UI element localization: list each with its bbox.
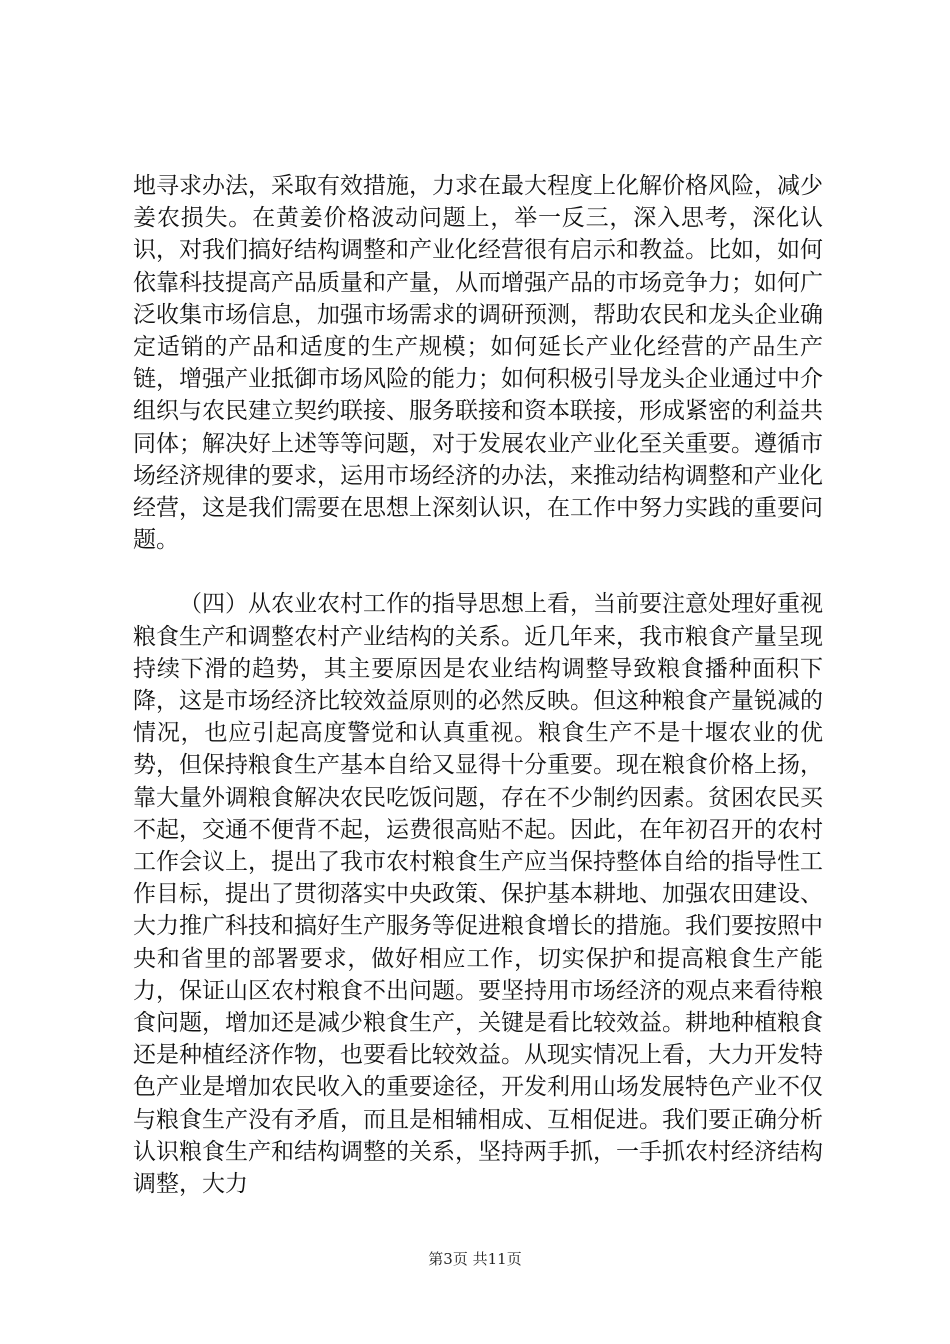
document-body	[133, 170, 823, 1200]
paragraph-1: 地寻求办法，采取有效措施，力求在最大程度上化解价格风险，减少姜农损失。在黄姜价格波动问题上，举一反三，深入思考，深化认识，对我们搞好结构调整和产业化经营很有启示和教益。比如，如何依靠科技提高产品质量和产量，从而增强产品的市场竞争力；如何广泛收集市场信息，加强市场需求的调研预测，帮助农民和龙头企业确定适销的产品和适度的生产规模；如何延长产业化经营的产品生产链，增强产业抵御市场风险的能力；如何积极引导龙头企业通过中介组织与农民建立契约联接、服务联接和资本联接，形成紧密的利益共同体；解决好上述等等问题，对于发展农业产业化至关重要。遵循市场经济规律的要求，运用市场经济的办法，来推动结构调整和产业化经营，这是我们需要在思想上深刻认识，在工作中努力实践的重要问题。	[133, 173, 823, 554]
page-footer: 第3页 共11页	[428, 1250, 522, 1268]
paragraph-2: （四）从农业农村工作的指导思想上看，当前要注意处理好重视粮食生产和调整农村产业结构的关系。近几年来，我市粮食产量呈现持续下滑的趋势，其主要原因是农业结构调整导致粮食播种面积下降，这是市场经济比较效益原则的必然反映。但这种粮食产量锐减的情况，也应引起高度警觉和认真重视。粮食生产不是十堰农业的优势，但保持粮食生产基本自给又显得十分重要。现在粮食价格上扬，靠大量外调粮食解决农民吃饭问题，存在不少制约因素。贫困农民买不起，交通不便背不起，运费很高贴不起。因此，在年初召开的农村工作会议上，提出了我市农村粮食生产应当保持整体自给的指导性工作目标，提出了贯彻落实中央政策、保护基本耕地、加强农田建设、大力推广科技和搞好生产服务等促进粮食增长的措施。我们要按照中央和省里的部署要求，做好相应工作，切实保护和提高粮食生产能力，保证山区农村粮食不出问题。要坚持用市场经济的观点来看待粮食问题，增加还是减少粮食生产，关键是看比较效益。耕地种植粮食还是种植经济作物，也要看比较效益。从现实情况上看，大力开发特色产业是增加农民收入的重要途径，开发利用山场发展特色产业不仅与粮食生产没有矛盾，而且是相辅相成、互相促进。我们要正确分析认识粮食生产和结构调整的关系，坚持两手抓，一手抓农村经济结构调整，大力	[133, 591, 823, 1198]
